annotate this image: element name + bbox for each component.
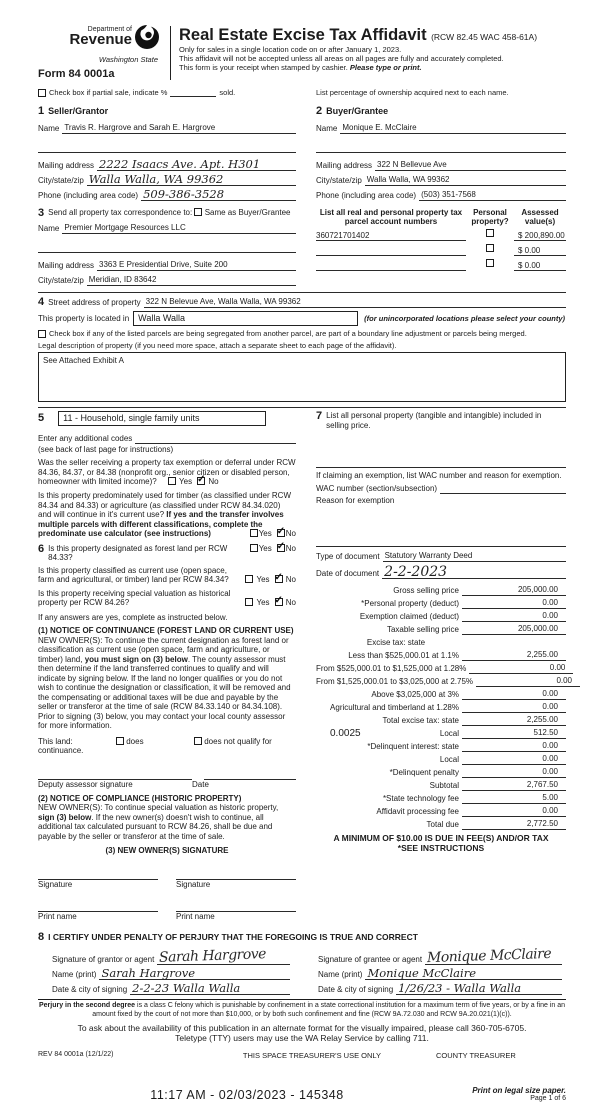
tax-row-label: Agricultural and timberland at 1.28% (330, 703, 459, 712)
header-note-3: This form is your receipt when stamped by cashier. Please type or print. (179, 63, 422, 72)
no-checkbox-checked (197, 477, 205, 485)
does-option: does (116, 737, 194, 746)
owner-printname-blank (176, 901, 296, 912)
land-use-code-value: 11 - Household, single family units (58, 411, 266, 426)
seller-name-value: Travis R. Hargrove and Sarah E. Hargrove (62, 122, 296, 134)
reason-exemption-label: Reason for exemption (316, 496, 395, 505)
section-seller (38, 101, 304, 201)
located-in-label: This property is located in (38, 314, 130, 323)
tax-row-label: Subtotal (429, 781, 459, 790)
tax-row-value: 2,767.50 (462, 780, 566, 791)
county-note: (for unincorporated locations please select your county) (364, 314, 566, 323)
partial-sale-percent-blank (170, 96, 216, 97)
assessed-value: $ 0.00 (514, 246, 566, 256)
section-buyer (304, 101, 566, 201)
type-of-document-value: Statutory Warranty Deed (383, 550, 566, 562)
section-certify (38, 927, 566, 995)
tax-rows (316, 583, 573, 830)
dept-of-text: Department of (87, 26, 132, 33)
grantor-name-value: Sarah Hargrove (99, 968, 290, 980)
tax-row (316, 817, 566, 830)
tax-row-value: 0.00 (462, 754, 566, 765)
tax-row-value: 205,000.00 (462, 624, 566, 635)
seller-name-label: Name (38, 124, 60, 133)
exemption-divider (316, 467, 566, 468)
corr-blank-line (38, 242, 296, 253)
treasurer-space-label: THIS SPACE TREASURER'S USE ONLY (242, 1051, 382, 1060)
grantee-name-value: Monique McClaire (365, 968, 562, 980)
local-rate-value: 0.0025 (330, 728, 361, 739)
partial-sale-label: Check box if partial sale, indicate % (49, 88, 168, 97)
form-header (38, 24, 566, 80)
personal-property-checkbox (486, 259, 494, 267)
tax-row-label: Exemption claimed (deduct) (359, 612, 459, 621)
seller-phone-label: Phone (including area code) (38, 191, 139, 200)
section-1-heading: Seller/Grantor (48, 106, 109, 116)
assessed-value: $ 200,890.00 (514, 231, 566, 241)
tax-row-label: Gross selling price (393, 586, 459, 595)
timber-agriculture-answer: Yes ✓ No (241, 529, 296, 539)
revenue-text: Revenue (69, 31, 132, 48)
seller-city-value: Walla Walla, WA 99362 (87, 174, 296, 186)
tax-row-value: 2,772.50 (462, 819, 566, 830)
segregated-label: Check box if any of the listed parcels are being segregated from another parcel, are part of a boundary line adjustment or parcels being merged. (49, 329, 527, 338)
personal-property-checkbox (486, 244, 494, 252)
tax-row-label: *Delinquent penalty (389, 768, 459, 777)
section-2-number: 2 (316, 105, 323, 117)
date-of-document-value: 2-2-2023 (382, 566, 566, 579)
reason-blank-space (316, 505, 566, 543)
print-name-label: Print name (38, 912, 77, 921)
yes-checkbox (245, 575, 253, 583)
tax-row-label: Total excise tax: state (382, 716, 459, 725)
additional-codes-label: Enter any additional codes (38, 434, 133, 443)
partial-sale-row (38, 88, 566, 97)
exemption-deferral-question: Was the seller receiving a property tax exemption or deferral under RCW 84.36, 84.37, or 84.38 (nonprofit org., senior citizen or disabled person, homeowner with limited income)? Yes ✓ No (38, 458, 296, 487)
section-7-heading: List all personal property (tangible and intangible) included in selling price. (326, 411, 542, 430)
parcel-col3-header: Assessed value(s) (521, 208, 559, 226)
see-instructions-note: *SEE INSTRUCTIONS (397, 843, 485, 853)
tax-row (316, 804, 566, 817)
legal-description-value: See Attached Exhibit A (43, 356, 124, 365)
grantor-date-value: 2-2-23 Walla Walla (130, 983, 290, 995)
tax-row (316, 622, 566, 635)
tax-row-label: From $525,000.01 to $1,525,000 at 1.28% (316, 664, 467, 673)
page-indicator: Page 1 of 6 (530, 1095, 566, 1102)
dor-swirl-icon (134, 24, 160, 55)
grantee-name-label: Name (print) (318, 970, 363, 979)
tax-row-value: 5.00 (462, 793, 566, 804)
partial-sale-checkbox (38, 89, 46, 97)
continuance-label: continuance. (38, 745, 84, 755)
rev-number: REV 84 0001a (12/1/22) (38, 1051, 114, 1058)
seller-city-label: City/state/zip (38, 176, 84, 185)
section-5-number: 5 (38, 412, 45, 424)
tax-row-value: 0.00 (462, 806, 566, 817)
notice-compliance-title: (2) NOTICE OF COMPLIANCE (HISTORIC PROPERTY) (38, 793, 242, 803)
wac-number-blank (440, 483, 566, 494)
tax-row (316, 661, 566, 674)
tax-row (316, 687, 566, 700)
type-of-document-label: Type of document (316, 552, 380, 561)
new-owner-printname-lines (38, 901, 296, 921)
new-owner-signature-title: (3) NEW OWNER(S) SIGNATURE (105, 846, 229, 855)
notice-continuance-title: (1) NOTICE OF CONTINUANCE (FOREST LAND OR CURRENT USE) (38, 626, 294, 635)
tax-row (316, 739, 566, 752)
buyer-city-value: Walla Walla, WA 99362 (365, 174, 566, 186)
does-checkbox (116, 737, 124, 745)
tax-row (316, 765, 566, 778)
if-yes-note: If any answers are yes, complete as instructed below. (38, 612, 228, 622)
section-3-intro: Send all property tax correspondence to: Same as Buyer/Grantee (48, 208, 291, 217)
current-use-question: Is this property classified as current use (open space, farm and agricultural, or timber) land per RCW 84.34? (38, 565, 229, 584)
notice-continuance-body: NEW OWNER(S): To continue the current designation as forest land or classification as current use (open space, farm and agriculture, or timber) land, you must sign on (3) below. The county assessor must then determine if the land transferred continues to qualify and will indicate by signing below. If the land no longer qualifies or you do not wish to continue the designation or classification, it will be removed and the compensating or additional taxes will be due and payable by the seller or transferor at the time of sale (RCW 84.33.140 or 84.34.108). Prior to signing (3) below, you may contact your local county assessor for more information. (38, 635, 291, 730)
seller-mailing-value: 2222 Isaacs Ave. Apt. H301 (97, 159, 296, 171)
tax-row-value: 0.00 (462, 611, 566, 622)
additional-codes-blank (135, 433, 296, 444)
grantor-signature-value: Sarah Hargrove (157, 950, 290, 965)
seller-name-blank-line (38, 142, 296, 153)
exemption-note: If claiming an exemption, list WAC number and reason for exemption. (316, 471, 562, 480)
parcel-col1-header: List all real and personal property tax parcel account numbers (319, 208, 463, 226)
corr-mailing-label: Mailing address (38, 261, 95, 270)
does-not-checkbox (194, 737, 202, 745)
personal-property-blank-space (316, 430, 566, 464)
deputy-date-label: Date (192, 779, 209, 789)
section-2-heading: Buyer/Grantee (326, 106, 389, 116)
tax-row (316, 648, 566, 661)
tax-row (316, 713, 566, 726)
historic-property-question: Is this property receiving special valuation as historical property per RCW 84.26? (38, 588, 231, 607)
tax-row-label: Total due (426, 820, 459, 829)
no-checkbox-checked (277, 544, 285, 552)
stamp-row (38, 1088, 566, 1102)
section-1-number: 1 (38, 105, 45, 117)
tax-row (316, 596, 566, 609)
tax-row-label: From $1,525,000.01 to $3,025,000 at 2.75% (316, 677, 474, 686)
segregated-checkbox (38, 330, 46, 338)
tax-row (316, 778, 566, 791)
section-4-number: 4 (38, 296, 45, 308)
grantor-name-label: Name (print) (52, 970, 97, 979)
yes-checkbox (250, 529, 258, 537)
corr-name-label: Name (38, 224, 60, 233)
cashier-stamp: 11:17 AM - 02/03/2023 - 145348 (150, 1088, 344, 1102)
tax-row-label: *Delinquent interest: state (367, 742, 459, 751)
section-8-number: 8 (38, 931, 45, 943)
buyer-city-label: City/state/zip (316, 176, 362, 185)
tax-row (316, 583, 566, 596)
see-back-note: (see back of last page for instructions) (38, 445, 174, 454)
tax-row-label: Above $3,025,000 at 3% (371, 690, 459, 699)
exemption-deferral-answer: Yes ✓ No (159, 477, 219, 486)
section-5-divider (38, 407, 566, 408)
grantor-signature-label: Signature of grantor or agent (52, 955, 155, 964)
parcel-col2-header: Personal property? (471, 208, 509, 226)
no-checkbox-checked (275, 575, 283, 583)
rcw-reference: (RCW 82.45 WAC 458-61A) (431, 32, 538, 42)
owner-printname-blank (38, 901, 158, 912)
notice-compliance-body: NEW OWNER(S): To continue special valuation as historic property, sign (3) below. If the new owner(s) doesn't wish to continue, all additional tax calculated pursuant to RCW 84.26, shall be due and payable by the seller or transferor at the time of sale. (38, 803, 279, 841)
section-personal-property (316, 411, 566, 430)
tax-row-value: 0.00 (462, 689, 566, 700)
land-qualify-row (38, 737, 296, 746)
yes-checkbox (168, 477, 176, 485)
legal-description-box (38, 352, 566, 402)
tax-row-value: 2,255.00 (462, 650, 566, 661)
historic-property-answer: Yes ✓ No (236, 598, 296, 608)
section-7-number: 7 (316, 410, 323, 422)
buyer-phone-value: (503) 351-7568 (419, 189, 566, 201)
date-of-document-label: Date of document (316, 569, 380, 578)
buyer-name-label: Name (316, 124, 338, 133)
header-note-2: This affidavit will not be accepted unless all areas on all pages are fully and accurately completed. (179, 54, 504, 63)
tax-row-value: 205,000.00 (462, 585, 566, 596)
deputy-signature-row (38, 769, 296, 780)
assessed-value: $ 0.00 (514, 261, 566, 271)
parcel-row (316, 226, 566, 241)
tty-text: To ask about the availability of this publication in an alternate format for the visually impaired, please call 360-705-6705. Teletype (TTY) users may use the WA Relay Service by calling 711. (77, 1023, 527, 1043)
section-property (38, 296, 566, 402)
seller-mailing-label: Mailing address (38, 161, 95, 170)
footer-row (38, 1051, 566, 1060)
deputy-signature-blank (38, 769, 192, 780)
owner-signature-blank (38, 869, 158, 880)
deputy-signature-label: Deputy assessor signature (38, 779, 133, 789)
signature-label: Signature (176, 880, 211, 889)
tax-row (316, 700, 566, 713)
tax-row (316, 609, 566, 622)
tax-row-label: Less than $525,000.01 at 1.1% (348, 651, 459, 660)
street-address-value: 322 N Belevue Ave, Walla Walla, WA 99362 (144, 296, 566, 308)
signature-label: Signature (38, 880, 73, 889)
owner-signature-blank (176, 869, 296, 880)
parcel-table (304, 208, 566, 286)
buyer-name-value: Monique E. McClaire (340, 122, 566, 134)
grantee-date-value: 1/26/23 - Walla Walla (396, 983, 562, 995)
county-treasurer-label: COUNTY TREASURER (436, 1051, 516, 1060)
buyer-mailing-label: Mailing address (316, 161, 373, 170)
corr-city-value: Meridian, ID 83642 (87, 274, 296, 286)
no-checkbox-checked (275, 598, 283, 606)
washington-state-text: Washington State (98, 55, 158, 64)
tax-row (316, 791, 566, 804)
parcel-number (316, 246, 466, 256)
print-legal-note: Print on legal size paper. (472, 1086, 566, 1095)
forest-land-answer: Yes ✓ No (241, 544, 296, 563)
page-title: Real Estate Excise Tax Affidavit (RCW 82.45 WAC 458-61A) (179, 26, 538, 44)
tax-row-value: 512.50 (462, 728, 566, 739)
buyer-mailing-value: 322 N Bellevue Ave (375, 159, 566, 171)
section-classification (38, 544, 296, 922)
section-4-divider (38, 292, 566, 293)
does-not-option: does not qualify for (194, 737, 272, 746)
forest-land-question: Is this property designated as forest land per RCW 84.33? (48, 543, 228, 562)
parcel-row (316, 256, 566, 271)
grantee-signature-value: Monique McClaire (425, 950, 562, 965)
parcel-row (316, 241, 566, 256)
parcel-number: 360721701402 (316, 231, 466, 241)
parcel-number (316, 261, 466, 271)
located-in-value: Walla Walla (133, 311, 358, 326)
tax-row-value: 0.00 (462, 598, 566, 609)
tax-row-label: Local (439, 755, 459, 764)
tax-row-value: 2,255.00 (462, 715, 566, 726)
section-correspondence (38, 208, 304, 286)
section-3-number: 3 (38, 207, 45, 219)
seller-phone-value: 509-386-3528 (141, 189, 296, 201)
print-name-label: Print name (176, 912, 215, 921)
tax-row-value: 0.00 (469, 663, 573, 674)
section-use-code (38, 411, 296, 539)
yes-checkbox (250, 544, 258, 552)
buyer-name-blank-line (316, 142, 566, 153)
tax-row-label: Taxable selling price (386, 625, 459, 634)
buyer-phone-label: Phone (including area code) (316, 191, 417, 200)
excise-tax-header-row (316, 635, 566, 648)
section-6-number: 6 (38, 542, 45, 555)
new-owner-signature-lines (38, 869, 296, 889)
tax-row-label: *State technology fee (382, 794, 459, 803)
tax-row-value: 0.00 (462, 767, 566, 778)
corr-mailing-value: 3363 E Presidential Drive, Suite 200 (97, 259, 296, 271)
excise-tax-state-label: Excise tax: state (366, 638, 426, 647)
corr-name-value: Premier Mortgage Resources LLC (62, 222, 296, 234)
no-checkbox-checked (277, 529, 285, 537)
timber-agriculture-question: Is this property predominately used for timber (as classified under RCW 84.34 and 84.33) or agriculture (as classified under RCW 84.34.020) and will continue in it's current use? If yes and the transfer involves multiple parcels with different classifications, complete the predominate use calculator (see instructions) Yes ✓ No (38, 491, 296, 539)
deputy-date-blank (204, 769, 296, 780)
header-divider (170, 26, 171, 80)
grantee-date-label: Date & city of signing (318, 985, 394, 994)
certify-heading: I CERTIFY UNDER PENALTY OF PERJURY THAT THE FOREGOING IS TRUE AND CORRECT (48, 932, 418, 942)
dor-logo-block (38, 24, 160, 80)
tax-row (316, 674, 573, 687)
tax-row-value: 0.00 (476, 676, 580, 687)
ownership-note: List percentage of ownership acquired next to each name. (316, 88, 509, 97)
grantee-signature-label: Signature of grantee or agent (318, 955, 423, 964)
personal-property-checkbox (486, 229, 494, 237)
wac-number-label: WAC number (section/subsection) (316, 484, 438, 493)
header-note-1: Only for sales in a single location code on or after January 1, 2023. (179, 45, 402, 54)
tax-row-value: 0.00 (462, 702, 566, 713)
form-number: Form 84 0001a (38, 68, 115, 80)
this-land-label: This land: (38, 736, 73, 746)
tax-row-label: Affidavit processing fee (376, 807, 459, 816)
same-as-buyer-checkbox (194, 208, 202, 216)
document-divider (316, 546, 566, 547)
tax-row (316, 726, 566, 739)
grantor-date-label: Date & city of signing (52, 985, 128, 994)
street-address-label: Street address of property (48, 298, 141, 307)
perjury-text: Perjury in the second degree is a class C felony which is punishable by confinement in a state correctional institution for a maximum term of five years, or by a fine in an amount fixed by the court of not more than $10,000, or by both such confinement and fine (RCW 9A.72.030 and RCW 9A.20.021(1)(c)). (38, 1002, 565, 1018)
tax-row-value: 0.00 (462, 741, 566, 752)
tax-row (316, 752, 566, 765)
partial-sale-sold-label: sold. (219, 88, 236, 97)
yes-checkbox (245, 598, 253, 606)
corr-city-label: City/state/zip (38, 276, 84, 285)
tax-row-label: *Personal property (deduct) (361, 599, 459, 608)
perjury-divider (38, 999, 566, 1000)
current-use-answer: Yes ✓ No (236, 575, 296, 585)
tax-row-label: Local (439, 729, 459, 738)
minimum-due-note: A MINIMUM OF $10.00 IS DUE IN FEE(S) AND/OR TAX (333, 833, 549, 843)
legal-description-label: Legal description of property (if you need more space, attach a separate sheet to each page of the affidavit). (38, 341, 397, 350)
